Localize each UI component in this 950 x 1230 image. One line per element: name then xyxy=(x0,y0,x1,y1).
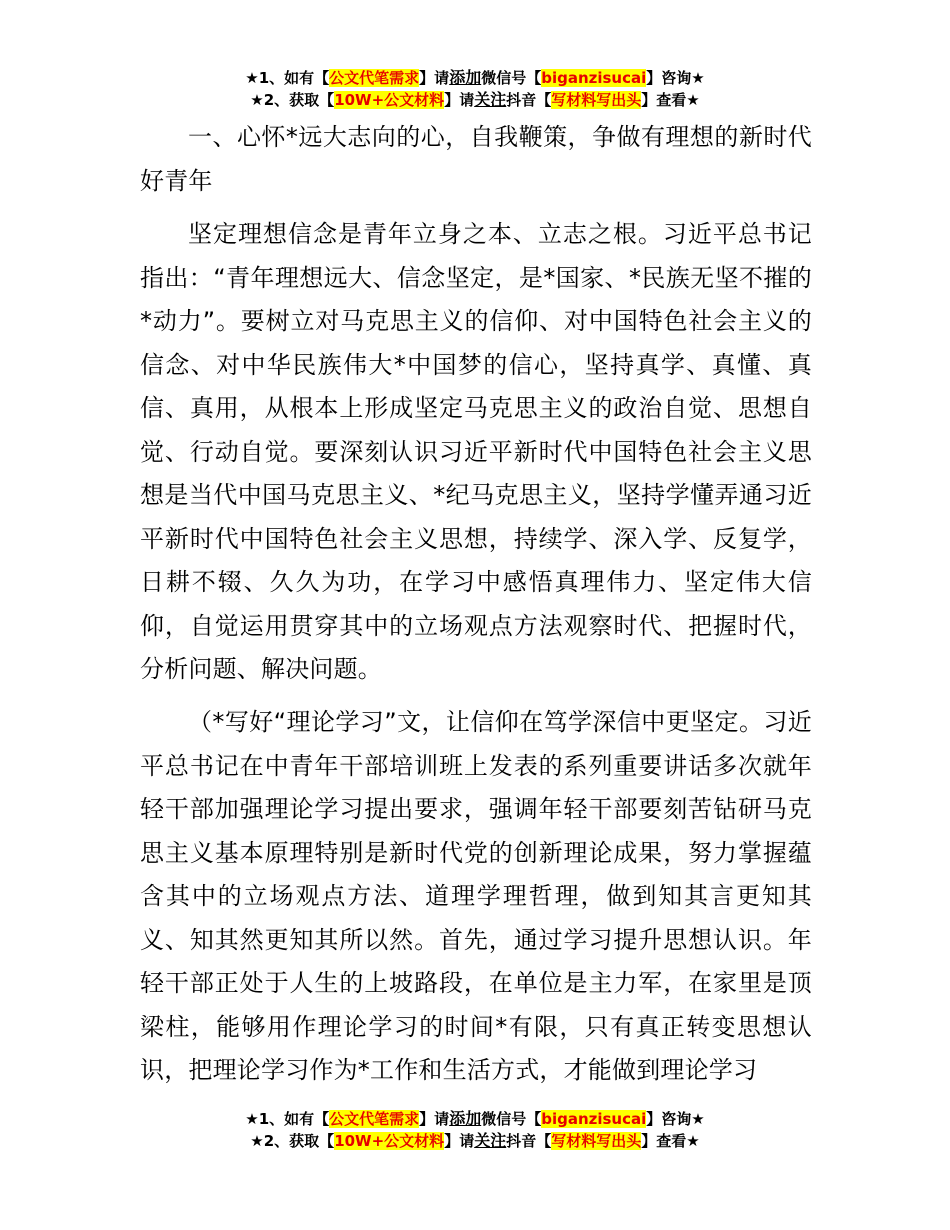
highlight-materials: 10W+公文材料 xyxy=(334,91,445,109)
banner-text: 抖音【 xyxy=(506,91,552,109)
banner-line-1 xyxy=(0,1108,950,1130)
paragraph: 坚定理想信念是青年立身之本、立志之根。习近平总书记指出：“青年理想远大、信念坚定，是*国家、*民族无坚不摧的*动力”。要树立对马克思主义的信仰、对中国特色社会主义的信念、对中华民族伟大*中国梦的信心，坚持真学、真懂、真信、真用，从根本上形成坚定马克思主义的政治自觉、思想自觉、行动自觉。要深刻认识习近平新时代中国特色社会主义思想是当代中国马克思主义、*纪马克思主义，坚持学懂弄通习近平新时代中国特色社会主义思想，持续学、深入学、反复学，日耕不辍、久久为功，在学习中感悟真理伟力、坚定伟大信仰，自觉运用贯穿其中的立场观点方法观察时代、把握时代，分析问题、解决问题。 xyxy=(140,220,812,683)
banner-emphasis: 添加 xyxy=(449,1109,482,1128)
banner-text: 】咨询★ xyxy=(646,1110,705,1128)
highlight-account: 写材料写出头 xyxy=(551,91,642,109)
banner-text: 微信号【 xyxy=(481,69,542,87)
paragraph: （*写好“理论学习”文，让信仰在笃学深信中更坚定。习近平总书记在中青年干部培训班上发表的系列重要讲话多次就年轻干部加强理论学习提出要求，强调年轻干部要刻苦钻研马克思主义基本原理特别是新时代党的创新理论成果，努力掌握蕴含其中的立场观点方法、道理学理哲理，做到知其言更知其义、知其然更知其所以然。首先，通过学习提升思想认识。年轻干部正处于人生的上坡路段，在单位是主力军，在家里是顶梁柱，能够用作理论学习的时间*有限，只有真正转变思想认识，把理论学习作为*工作和生活方式，才能做到理论学习 xyxy=(140,708,812,1084)
highlight-wechat-id: biganzisucai xyxy=(541,1110,647,1128)
banner-text: 微信号【 xyxy=(481,1110,542,1128)
banner-text: ★2、获取【 xyxy=(250,91,335,109)
banner-text: 】请 xyxy=(444,1132,475,1150)
highlight-materials: 10W+公文材料 xyxy=(334,1132,445,1150)
banner-text: 】咨询★ xyxy=(646,69,705,87)
banner-emphasis: 关注 xyxy=(474,1131,507,1150)
banner-text: 】请 xyxy=(419,1110,450,1128)
section-heading: 一、心怀*远大志向的心，自我鞭策，争做有理想的新时代好青年 xyxy=(140,123,812,195)
banner-line-2 xyxy=(0,89,950,111)
highlight-need: 公文代笔需求 xyxy=(329,69,420,87)
paragraph-block-1 xyxy=(140,213,812,692)
banner-text: 抖音【 xyxy=(506,1132,552,1150)
banner-text: 】查看★ xyxy=(641,1132,700,1150)
section-heading-block xyxy=(140,116,812,203)
footer-banner xyxy=(0,1108,950,1152)
header-banner xyxy=(0,67,950,111)
banner-text: 】请 xyxy=(444,91,475,109)
banner-line-2 xyxy=(0,1130,950,1152)
banner-text: 】查看★ xyxy=(641,91,700,109)
banner-text: ★2、获取【 xyxy=(250,1132,335,1150)
banner-text: 】请 xyxy=(419,69,450,87)
highlight-need: 公文代笔需求 xyxy=(329,1110,420,1128)
paragraph-block-2 xyxy=(140,701,812,1093)
highlight-account: 写材料写出头 xyxy=(551,1132,642,1150)
banner-text: ★1、如有【 xyxy=(245,1110,330,1128)
banner-text: ★1、如有【 xyxy=(245,69,330,87)
banner-emphasis: 添加 xyxy=(449,68,482,87)
banner-emphasis: 关注 xyxy=(474,90,507,109)
banner-line-1 xyxy=(0,67,950,89)
highlight-wechat-id: biganzisucai xyxy=(541,69,647,87)
